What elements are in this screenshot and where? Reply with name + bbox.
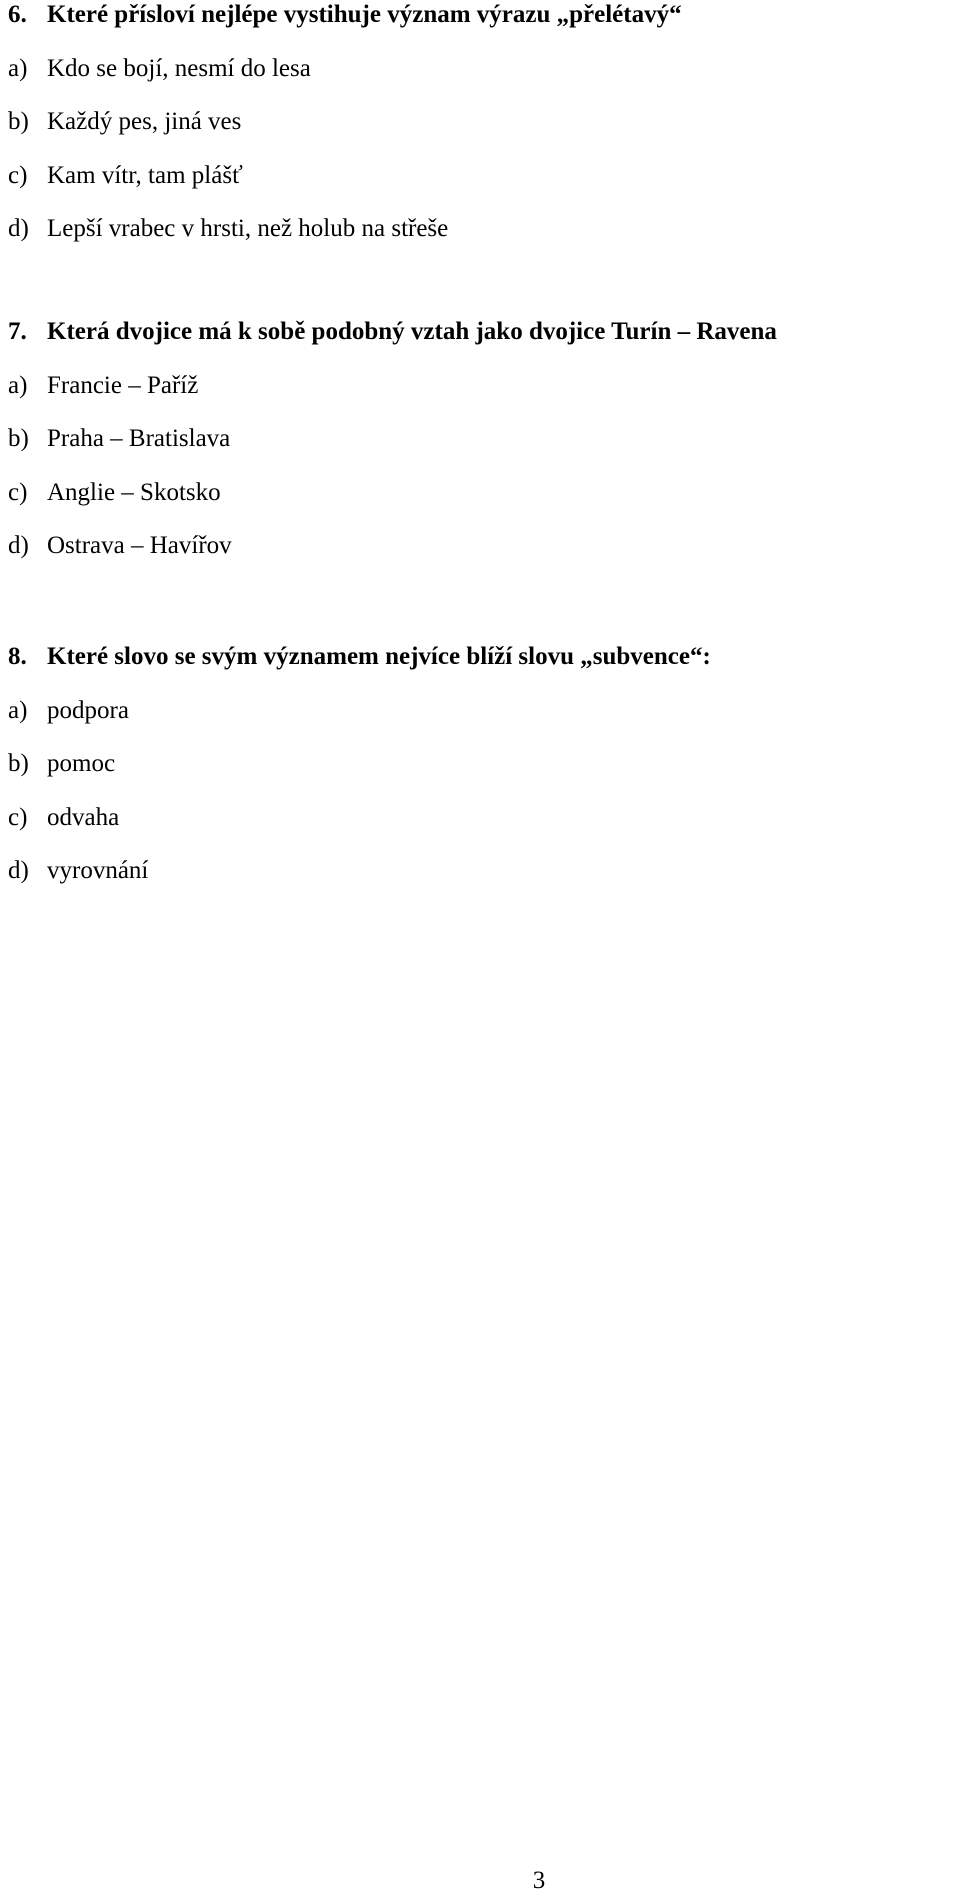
option-letter: b) (8, 425, 29, 452)
option-b (0, 107, 960, 161)
option-a (0, 696, 960, 750)
option-text: Praha – Bratislava (47, 425, 231, 452)
option-text: vyrovnání (47, 857, 149, 884)
page-number: 3 (532, 1867, 546, 1894)
question-7-title (0, 317, 960, 371)
option-letter: a) (8, 54, 28, 82)
question-number: 7. (8, 318, 27, 345)
question-6 (0, 0, 960, 268)
option-text: Každý pes, jiná ves (47, 108, 242, 135)
option-letter: c) (8, 478, 28, 506)
option-text: Ostrava – Havířov (47, 532, 232, 559)
option-text: Kam vítr, tam plášť (47, 161, 243, 189)
option-letter: d) (8, 532, 29, 559)
option-c (0, 478, 960, 532)
option-a (0, 54, 960, 108)
question-text: Která dvojice má k sobě podobný vztah jako dvojice Turín – Ravena (47, 318, 777, 345)
question-number: 8. (8, 643, 27, 670)
option-text: pomoc (47, 750, 116, 777)
question-8 (0, 642, 960, 910)
option-text: Kdo se bojí, nesmí do lesa (47, 54, 311, 82)
option-text: podpora (47, 696, 129, 724)
option-text: Anglie – Skotsko (47, 478, 221, 506)
option-b (0, 749, 960, 803)
option-c (0, 803, 960, 857)
option-b (0, 424, 960, 478)
option-a (0, 371, 960, 425)
option-text: odvaha (47, 803, 120, 831)
option-letter: b) (8, 108, 29, 135)
option-letter: d) (8, 215, 29, 242)
question-7 (0, 317, 960, 585)
option-letter: d) (8, 857, 29, 884)
question-text: Které přísloví nejlépe vystihuje význam výrazu „přelétavý“ (47, 1, 682, 28)
question-number: 6. (8, 1, 27, 28)
option-c (0, 161, 960, 215)
option-d (0, 214, 960, 268)
option-letter: c) (8, 803, 28, 831)
question-6-title (0, 0, 960, 54)
question-8-title (0, 642, 960, 696)
option-text: Francie – Paříž (47, 371, 199, 399)
option-letter: b) (8, 750, 29, 777)
option-text: Lepší vrabec v hrsti, než holub na střeše (47, 215, 449, 242)
option-letter: a) (8, 696, 28, 724)
option-d (0, 856, 960, 910)
question-text: Které slovo se svým významem nejvíce blíží slovu „subvence“: (47, 643, 711, 670)
option-letter: c) (8, 161, 28, 189)
option-d (0, 531, 960, 585)
option-letter: a) (8, 371, 28, 399)
